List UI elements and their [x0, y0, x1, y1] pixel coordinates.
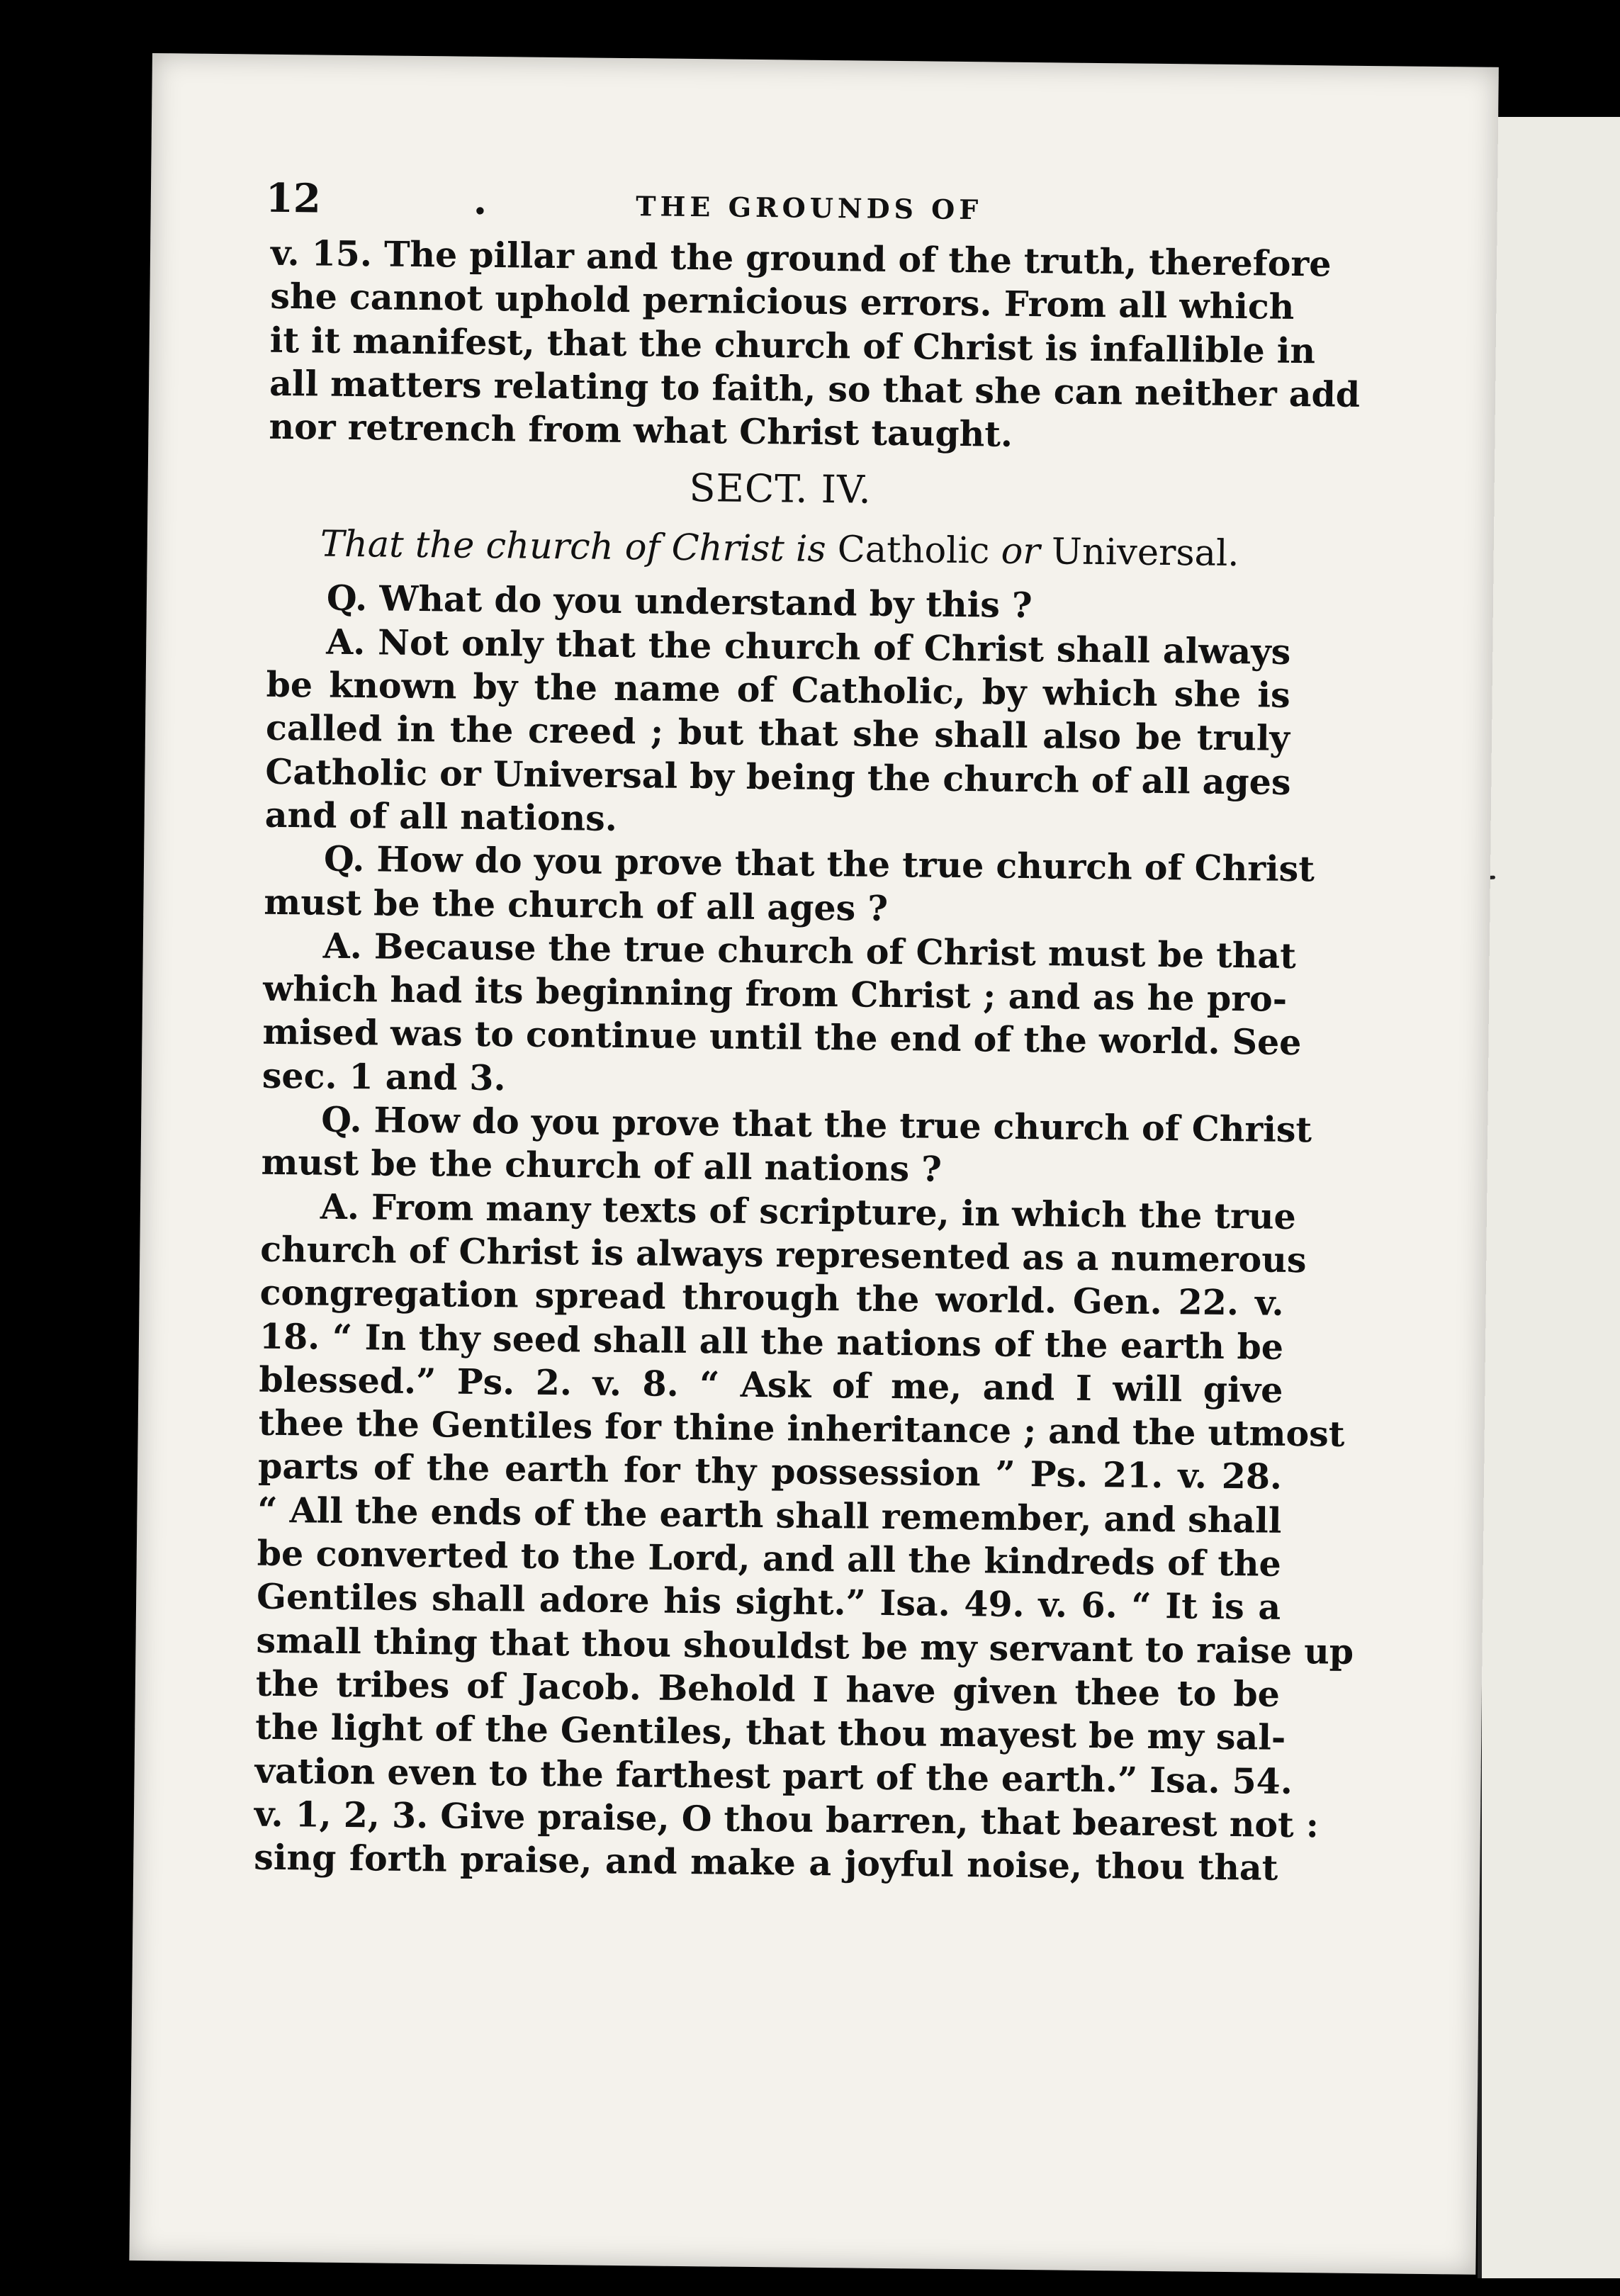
answer-line: which had its beginning from Christ ; and as he pro- — [262, 967, 1288, 1020]
answer-line: blessed.” Ps. 2. v. 8. “ Ask of me, and I will give — [259, 1358, 1283, 1411]
qa-block-3 — [254, 1098, 1354, 1890]
question-line: must be the church of all ages ? — [264, 881, 889, 929]
answer-line: parts of the earth for thy possession ” Ps. 21. v. 28. — [257, 1446, 1283, 1498]
paragraph-1 — [269, 232, 1361, 460]
answer-line: be known by the name of Catholic, by which she is — [266, 663, 1290, 716]
running-title: THE GROUNDS OF — [635, 190, 983, 226]
answer-line: 18. “ In thy seed shall all the nations of the earth be — [259, 1315, 1284, 1368]
subtitle-part: Universal. — [1051, 531, 1239, 575]
page-header — [265, 174, 1295, 242]
answer-line: A. From many texts of scripture, in which the true — [320, 1186, 1297, 1237]
qa-block-2 — [261, 837, 1315, 1108]
answer-line: sec. 1 and 3. — [261, 1054, 506, 1099]
subtitle-part: is — [784, 528, 838, 571]
text-line: nor retrench from what Christ taught. — [269, 405, 1013, 455]
text-line: she cannot uphold pernicious errors. From all which — [270, 276, 1295, 328]
answer-line: and of all nations. — [264, 794, 618, 839]
section-subtitle — [267, 519, 1292, 587]
page-number: 12 — [265, 174, 322, 223]
answer-line: v. 1, 2, 3. Give praise, O thou barren, that bearest not : — [254, 1793, 1320, 1846]
question-line: Q. How do you prove that the true church of Christ — [320, 1098, 1312, 1151]
section-title: SECT. IV. — [689, 466, 872, 513]
adjacent-page-edge — [1478, 117, 1620, 2278]
subtitle-part: Catholic — [837, 529, 990, 573]
answer-line: the light of the Gentiles, that thou mayest be my sal- — [254, 1706, 1286, 1759]
answer-line: A. Because the true church of Christ must be that — [322, 925, 1297, 977]
page-text — [254, 174, 1361, 1890]
answer-line: congregation spread through the world. Gen. 22. v. — [259, 1271, 1284, 1324]
answer-line: “ All the ends of the earth shall remember, and shall — [257, 1489, 1282, 1541]
answer-line: small thing that thou shouldst be my servant to raise up — [256, 1619, 1354, 1672]
header-separator: . — [473, 176, 488, 224]
subtitle-part: That the church of Christ — [320, 524, 785, 570]
answer-line: called in the creed ; but that she shall also be truly — [265, 707, 1290, 760]
answer-line: Gentiles shall adore his sight.” Isa. 49. v. 6. “ It is a — [256, 1575, 1281, 1628]
text-line: it it manifest, that the church of Christ is infallible in — [269, 319, 1316, 371]
answer-line: sing forth praise, and make a joyful noise, thou that — [254, 1836, 1278, 1889]
subtitle-part: or — [989, 530, 1052, 573]
answer-line: the tribes of Jacob. Behold I have given thee to be — [255, 1662, 1281, 1715]
answer-line: vation even to the farthest part of the earth.” Isa. 54. — [254, 1750, 1293, 1802]
question-line: Q. How do you prove that the true church of Christ — [323, 838, 1315, 890]
book-page — [129, 53, 1499, 2275]
qa-block-1 — [264, 576, 1291, 848]
text-line: all matters relating to faith, so that she can neither add — [269, 362, 1361, 415]
answer-line: thee the Gentiles for thine inheritance ; and the utmost — [258, 1402, 1345, 1455]
answer-line: A. Not only that the church of Christ shall always — [326, 621, 1291, 673]
answer-line: be converted to the Lord, and all the kindreds of the — [257, 1532, 1282, 1585]
answer-line: mised was to continue until the end of the world. See — [262, 1011, 1302, 1064]
question-line: Q. What do you understand by this ? — [326, 578, 1033, 626]
text-line: v. 15. The pillar and the ground of the truth, therefore — [270, 232, 1332, 285]
answer-line: Catholic or Universal by being the church of all ages — [265, 750, 1291, 803]
answer-line: church of Christ is always represented as a numerous — [260, 1228, 1307, 1281]
question-line: must be the church of all nations ? — [261, 1142, 943, 1191]
